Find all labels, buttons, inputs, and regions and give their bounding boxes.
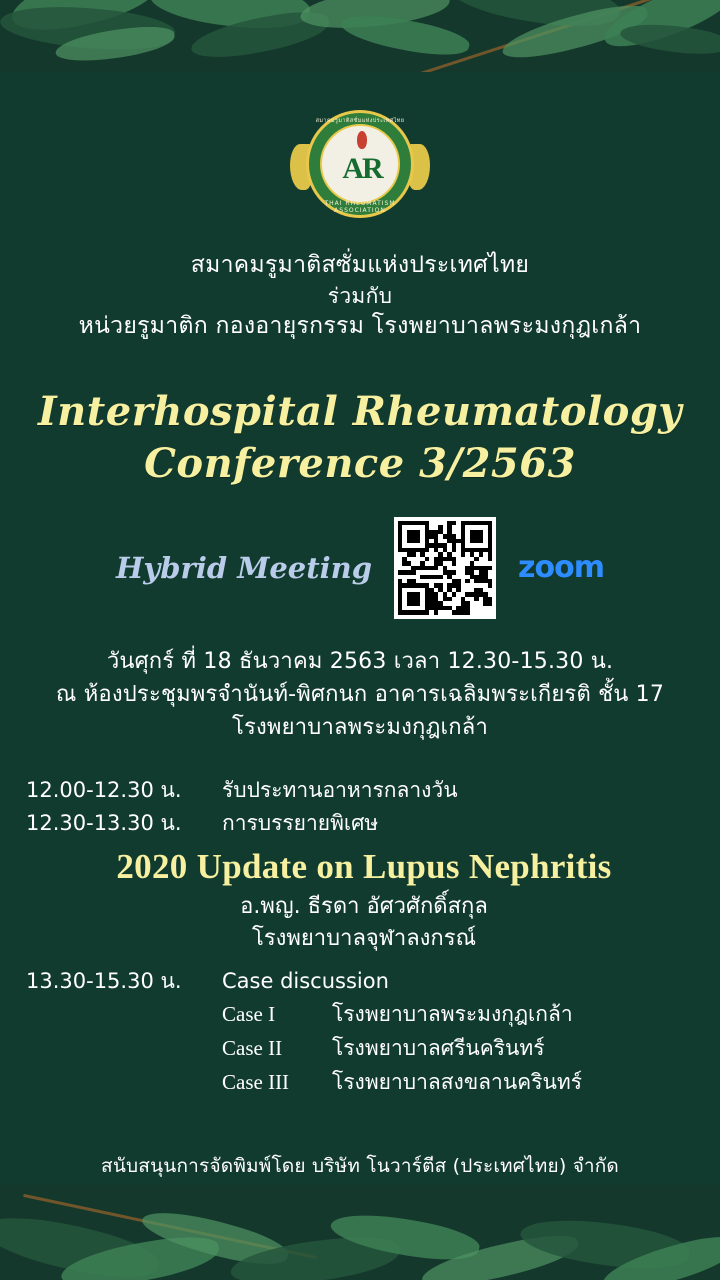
organisation-line-2: ร่วมกับ bbox=[327, 283, 393, 308]
case-label: Case III bbox=[222, 1069, 290, 1094]
agenda-description: รับประทานอาหารกลางวัน bbox=[222, 777, 458, 802]
logo-container bbox=[18, 104, 702, 234]
zoom-logo: zoom bbox=[518, 550, 604, 586]
hybrid-meeting-label: Hybrid Meeting bbox=[116, 550, 373, 585]
qr-code-icon[interactable] bbox=[394, 517, 496, 619]
logo-text-bottom: THAI RHEUMATISM ASSOCIATION bbox=[324, 200, 396, 214]
speaker-name: อ.พญ. ธีรดา อัศวศักดิ์สกุล bbox=[240, 894, 488, 919]
thai-rheumatism-association-logo bbox=[290, 104, 430, 234]
datetime-line: วันศุกร์ ที่ 18 ธันวาคม 2563 เวลา 12.30-15.30 น. bbox=[106, 648, 614, 674]
case-label: Case I bbox=[222, 1002, 276, 1027]
case-hospital: โรงพยาบาลพระมงกุฎเกล้า bbox=[332, 1002, 573, 1027]
case-hospital: โรงพยาบาลศรีนครินทร์ bbox=[332, 1035, 545, 1060]
logo-text-top: สมาคมรูมาติสซั่มแห่งประเทศไทย bbox=[315, 118, 405, 124]
case-row bbox=[26, 998, 702, 1032]
agenda-time: 12.30-13.30 น. bbox=[26, 811, 182, 836]
agenda-description: การบรรยายพิเศษ bbox=[222, 811, 379, 836]
hybrid-meeting-row bbox=[18, 517, 702, 619]
datetime-venue-block bbox=[18, 645, 702, 744]
case-row bbox=[26, 1032, 702, 1066]
agenda-time: 12.00-12.30 น. bbox=[26, 777, 182, 802]
venue-line: ณ ห้องประชุมพรจำนันท์-พิศกนก อาคารเฉลิมพระเกียรติ ชั้น 17 bbox=[55, 681, 665, 707]
poster-content bbox=[0, 72, 720, 1185]
hospital-line: โรงพยาบาลพระมงกุฎเกล้า bbox=[231, 714, 489, 740]
discussion-label: Case discussion bbox=[222, 968, 389, 993]
sponsor-note: สนับสนุนการจัดพิมพ์โดย บริษัท โนวาร์ตีส (ประเทศไทย) จำกัด bbox=[101, 1155, 619, 1178]
logo-monogram: AR bbox=[342, 152, 382, 185]
case-row bbox=[26, 1066, 702, 1100]
logo-inner-disc bbox=[320, 124, 400, 204]
conference-title-line-2: Conference 3/2563 bbox=[144, 439, 576, 487]
agenda-row bbox=[26, 807, 702, 841]
lecture-speaker-block bbox=[26, 891, 702, 955]
conference-title bbox=[18, 386, 702, 488]
lecture-title: 2020 Update on Lupus Nephritis bbox=[116, 847, 612, 886]
organisation-line-1: สมาคมรูมาติสซั่มแห่งประเทศไทย bbox=[190, 252, 530, 278]
agenda-row bbox=[26, 774, 702, 808]
organisation-line-3: หน่วยรูมาติก กองอายุรกรรม โรงพยาบาลพระมงกุฎเกล้า bbox=[78, 312, 642, 339]
flame-icon bbox=[357, 131, 367, 149]
case-label: Case II bbox=[222, 1035, 283, 1060]
agenda-row bbox=[26, 965, 702, 999]
speaker-affiliation: โรงพยาบาลจุฬาลงกรณ์ bbox=[252, 925, 476, 951]
fern-decoration-bottom bbox=[0, 1185, 720, 1280]
discussion-time: 13.30-15.30 น. bbox=[26, 968, 182, 993]
organisation-block bbox=[18, 250, 702, 342]
fern-decoration-top bbox=[0, 0, 720, 72]
agenda-block bbox=[18, 774, 702, 1099]
conference-title-line-1: Interhospital Rheumatology bbox=[37, 388, 683, 436]
case-hospital: โรงพยาบาลสงขลานครินทร์ bbox=[332, 1069, 582, 1094]
